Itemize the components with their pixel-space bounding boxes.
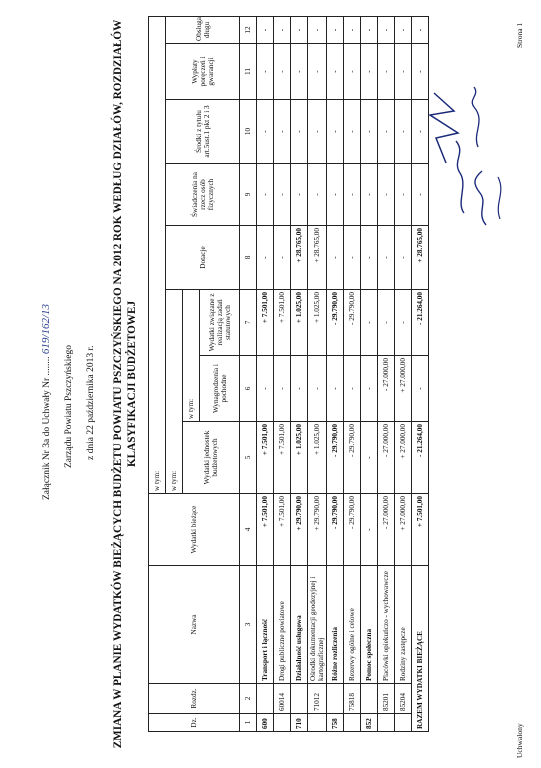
cell-amount: - 27.000,00	[378, 356, 395, 422]
wtym-header-2: w tym:	[166, 290, 183, 494]
cell-amount: -	[274, 44, 291, 100]
col-jednostek-header: Wydatki jednostek budżetowych	[183, 422, 240, 494]
handwritten-signature	[416, 83, 516, 233]
cell-amount: -	[378, 16, 395, 43]
cell-amount: -	[378, 164, 395, 226]
cell-rozdz: 60014	[274, 684, 291, 714]
cell-rozdz: 85204	[395, 684, 412, 714]
col-poreczen-header: Wypłaty poręczeń i gwarancji	[166, 44, 240, 100]
cell-dz	[308, 714, 327, 732]
cell-amount: -	[274, 164, 291, 226]
cell-rozdz: 85201	[378, 684, 395, 714]
cell-nazwa: Działalność usługowa	[291, 566, 308, 684]
cell-amount: -	[361, 422, 378, 494]
cell-amount: -	[274, 356, 291, 422]
footer-status: Uchwalony	[515, 723, 524, 758]
cell-dz: 852	[361, 714, 378, 732]
cell-amount: -	[395, 100, 412, 164]
table-row	[291, 16, 308, 731]
cell-amount: + 1.025,00	[308, 290, 327, 356]
cell-amount: -	[344, 164, 361, 226]
table-row	[378, 16, 395, 731]
cell-amount: -	[378, 44, 395, 100]
col-number: 10	[240, 100, 257, 164]
cell-rozdz	[361, 684, 378, 714]
cell-amount: -	[378, 100, 395, 164]
cell-amount: -	[291, 356, 308, 422]
cell-amount: -	[257, 100, 274, 164]
cell-amount: -	[291, 16, 308, 43]
col-number: 3	[240, 566, 257, 684]
col-srodki-header: Środki z tytułu art.5ust.1 pkt 2 i 3	[166, 100, 240, 164]
cell-nazwa: Pomoc społeczna	[361, 566, 378, 684]
col-number: 4	[240, 494, 257, 566]
cell-amount: -	[395, 164, 412, 226]
attachment-header-line1	[40, 304, 52, 500]
cell-amount: -	[274, 100, 291, 164]
cell-amount: -	[344, 16, 361, 43]
total-amount: -	[412, 356, 429, 422]
header-row-1	[149, 16, 166, 731]
attachment-header-line2: Zarządu Powiatu Pszczyńskiego	[64, 345, 74, 468]
cell-amount: + 1.025,00	[291, 290, 308, 356]
cell-amount: + 7.501,00	[274, 290, 291, 356]
cell-amount: - 29.790,00	[344, 422, 361, 494]
col-number: 1	[240, 714, 257, 732]
cell-amount: -	[291, 44, 308, 100]
cell-amount: -	[257, 356, 274, 422]
col-number: 7	[240, 290, 257, 356]
cell-amount: -	[291, 100, 308, 164]
cell-amount: -	[361, 494, 378, 566]
table-row	[274, 16, 291, 731]
cell-amount: -	[327, 44, 344, 100]
table-row	[327, 16, 344, 731]
col-number: 12	[240, 16, 257, 43]
cell-amount: -	[274, 16, 291, 43]
cell-amount: + 7.501,00	[274, 494, 291, 566]
cell-amount: + 27.000,00	[395, 494, 412, 566]
cell-nazwa: Rodziny zastępcze	[395, 566, 412, 684]
cell-rozdz	[327, 684, 344, 714]
column-numbers-row	[240, 16, 257, 731]
cell-rozdz	[291, 684, 308, 714]
col-number: 5	[240, 422, 257, 494]
col-wydatki-header: Wydatki bieżące	[149, 494, 240, 566]
col-nazwa-header: Nazwa	[149, 566, 240, 684]
cell-amount: - 29.790,00	[327, 422, 344, 494]
cell-rozdz: 71012	[308, 684, 327, 714]
total-amount: - 21.264,00	[412, 422, 429, 494]
cell-amount: - 29.790,00	[327, 494, 344, 566]
cell-amount: -	[395, 290, 412, 356]
cell-dz: 758	[327, 714, 344, 732]
cell-dz: 710	[291, 714, 308, 732]
cell-amount: -	[395, 44, 412, 100]
table-row	[361, 16, 378, 731]
cell-amount: -	[395, 226, 412, 290]
col-zadania-header: Wydatki związane z realizacją zadań statutowych	[200, 290, 240, 356]
cell-amount: -	[361, 100, 378, 164]
cell-amount: -	[257, 44, 274, 100]
col-number: 2	[240, 684, 257, 714]
cell-dz	[378, 714, 395, 732]
cell-dz	[344, 714, 361, 732]
cell-amount: -	[344, 226, 361, 290]
wtym-header-1: w tym:	[149, 16, 166, 493]
cell-amount: -	[308, 44, 327, 100]
cell-amount: + 1.025,00	[291, 422, 308, 494]
document-title-line1: ZMIANA W PLANIE WYDATKÓW BIEŻĄCYCH BUDŻETU POWIATU PSZCZYŃSKIEGO NA 2012 ROK WEDŁUG DZIAŁÓW, ROZDZIAŁÓW	[112, 19, 124, 749]
cell-amount: -	[361, 44, 378, 100]
cell-amount: - 27.000,00	[378, 422, 395, 494]
cell-nazwa: Rezerwy ogólne i celowe	[344, 566, 361, 684]
table-row	[257, 16, 274, 731]
cell-amount: + 7.501,00	[257, 422, 274, 494]
col-number: 6	[240, 356, 257, 422]
resolution-number: 619/162/13	[40, 303, 52, 355]
cell-amount: -	[257, 226, 274, 290]
cell-amount: -	[344, 44, 361, 100]
total-amount: + 28.765,00	[412, 226, 429, 290]
cell-amount: -	[308, 16, 327, 43]
attachment-header-line3: z dnia 22 października 2013 r.	[86, 345, 96, 460]
cell-amount: -	[378, 290, 395, 356]
col-number: 9	[240, 164, 257, 226]
cell-amount: -	[274, 226, 291, 290]
cell-amount: -	[344, 356, 361, 422]
total-amount: + 7.501,00	[412, 494, 429, 566]
cell-amount: - 29.790,00	[344, 290, 361, 356]
cell-amount: -	[361, 226, 378, 290]
total-amount: -	[412, 100, 429, 164]
cell-dz: 600	[257, 714, 274, 732]
cell-amount: -	[327, 226, 344, 290]
col-swiadczenia-header: Świadczenia na rzecz osób fizycznych	[166, 164, 240, 226]
table-row	[395, 16, 412, 731]
total-amount: -	[412, 16, 429, 43]
document-title-line2: KLASYFIKACJI BUDŻETOWEJ	[126, 300, 138, 468]
cell-amount: -	[361, 356, 378, 422]
cell-amount: + 7.501,00	[274, 422, 291, 494]
cell-amount: -	[327, 100, 344, 164]
cell-amount: -	[291, 164, 308, 226]
cell-amount: -	[361, 290, 378, 356]
cell-amount: -	[308, 164, 327, 226]
resolution-number-dots: ........	[42, 356, 52, 376]
cell-amount: -	[327, 356, 344, 422]
cell-amount: -	[308, 356, 327, 422]
cell-rozdz: 75818	[344, 684, 361, 714]
cell-amount: -	[257, 164, 274, 226]
cell-amount: + 29.790,00	[291, 494, 308, 566]
cell-nazwa: Drogi publiczne powiatowe	[274, 566, 291, 684]
col-rozdz-header: Rozdz.	[149, 684, 240, 714]
cell-amount: -	[395, 16, 412, 43]
cell-amount: -	[378, 226, 395, 290]
cell-nazwa: Różne rozliczenia	[327, 566, 344, 684]
col-number: 8	[240, 226, 257, 290]
cell-amount: - 29.790,00	[327, 290, 344, 356]
total-label: RAZEM WYDATKI BIEŻĄCE	[412, 566, 429, 732]
cell-dz	[274, 714, 291, 732]
cell-dz	[395, 714, 412, 732]
cell-amount: -	[361, 16, 378, 43]
table-row	[308, 16, 327, 731]
cell-amount: + 28.765,00	[308, 226, 327, 290]
total-amount: -	[412, 44, 429, 100]
budget-table	[148, 16, 429, 732]
cell-amount: + 28.765,00	[291, 226, 308, 290]
cell-nazwa: Ośrodki dokumentacji geodezyjnej i kartograficznej	[308, 566, 327, 684]
col-dz-header: Dz.	[149, 714, 240, 732]
cell-amount: -	[257, 16, 274, 43]
cell-amount: + 27.000,00	[395, 356, 412, 422]
cell-nazwa: Placówki opiekuńczo - wychowawcze	[378, 566, 395, 684]
table-row	[344, 16, 361, 731]
cell-nazwa: Transport i łączność	[257, 566, 274, 684]
wtym-header-3: w tym:	[183, 290, 200, 422]
attachment-prefix: Załącznik Nr 3a do Uchwały Nr	[42, 377, 52, 500]
cell-rozdz	[257, 684, 274, 714]
col-wynagrodzenia-header: Wynagrodzenia i pochodne	[200, 356, 240, 422]
cell-amount: - 29.790,00	[344, 494, 361, 566]
cell-amount: -	[308, 100, 327, 164]
col-obsluga-header: Obsługa długu	[166, 16, 240, 43]
cell-amount: -	[361, 164, 378, 226]
col-number: 11	[240, 44, 257, 100]
total-amount: - 21.264,00	[412, 290, 429, 356]
cell-amount: -	[327, 16, 344, 43]
cell-amount: - 27.000,00	[378, 494, 395, 566]
total-amount: -	[412, 164, 429, 226]
cell-amount: + 27.000,00	[395, 422, 412, 494]
page-number: Strona 1	[515, 22, 524, 48]
cell-amount: -	[327, 164, 344, 226]
cell-amount: + 29.790,00	[308, 494, 327, 566]
cell-amount: + 7.501,00	[257, 290, 274, 356]
cell-amount: + 1.025,00	[308, 422, 327, 494]
cell-amount: -	[344, 100, 361, 164]
col-dotacje-header: Dotacje	[166, 226, 240, 290]
cell-amount: + 7.501,00	[257, 494, 274, 566]
